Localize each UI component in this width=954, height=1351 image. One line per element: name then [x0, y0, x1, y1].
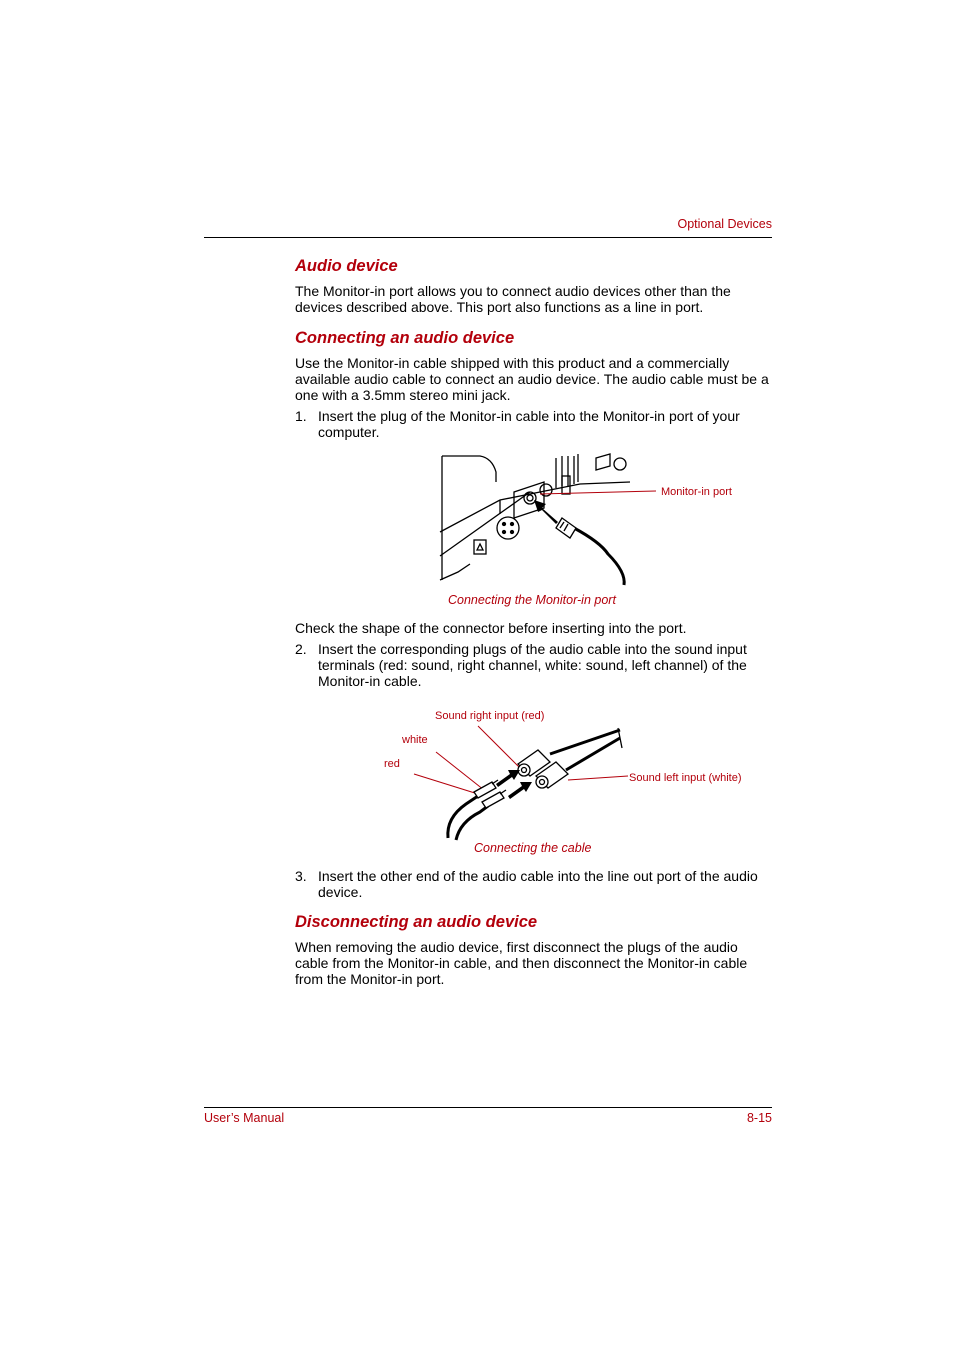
paragraph-disconnecting: When removing the audio device, first disconnect the plugs of the audio cable from the Monitor-in cable, and then disconnect the Monitor-in cable from the Monitor-in port. [295, 939, 748, 987]
heading-disconnecting: Disconnecting an audio device [295, 913, 538, 931]
monitor-in-port-illustration [440, 452, 630, 585]
caption-figure-1: Connecting the Monitor-in port [448, 593, 616, 607]
label-sound-left-input: Sound left input (white) [629, 772, 742, 784]
step-text: Insert the corresponding plugs of the audio cable into the sound input terminals (red: sound, right channel, white: sound, left channel) of the Monitor-in cable. [318, 641, 747, 689]
monitor-in-port-leader-line [540, 490, 658, 496]
running-header: Optional Devices [677, 217, 772, 231]
heading-audio-device: Audio device [295, 257, 398, 275]
step-number: 2. [295, 641, 307, 657]
label-white: white [402, 734, 428, 746]
step-number: 3. [295, 868, 307, 884]
header-rule [204, 237, 772, 238]
heading-connecting: Connecting an audio device [295, 329, 515, 347]
page-number: 8-15 [746, 1111, 772, 1125]
footer-rule [204, 1107, 772, 1108]
caption-figure-2: Connecting the cable [474, 841, 592, 855]
step-text: Insert the plug of the Monitor-in cable into the Monitor-in port of your computer. [318, 408, 740, 440]
step-number: 1. [295, 408, 307, 424]
paragraph-connecting: Use the Monitor-in cable shipped with this product and a commercially available audio cable to connect an audio device. The audio cable must be a one with a 3.5mm stereo mini jack. [295, 355, 769, 403]
paragraph-audio-device: The Monitor-in port allows you to connect audio devices other than the devices described above. This port also functions as a line in port. [295, 283, 731, 315]
cable-connection-illustration [400, 722, 630, 842]
label-monitor-in-port: Monitor-in port [661, 486, 732, 498]
label-red: red [384, 758, 400, 770]
step-text: Insert the other end of the audio cable into the line out port of the audio device. [318, 868, 758, 900]
footer-left: User’s Manual [204, 1111, 285, 1125]
label-sound-right-input: Sound right input (red) [435, 710, 545, 722]
paragraph-check-shape: Check the shape of the connector before inserting into the port. [295, 620, 687, 636]
